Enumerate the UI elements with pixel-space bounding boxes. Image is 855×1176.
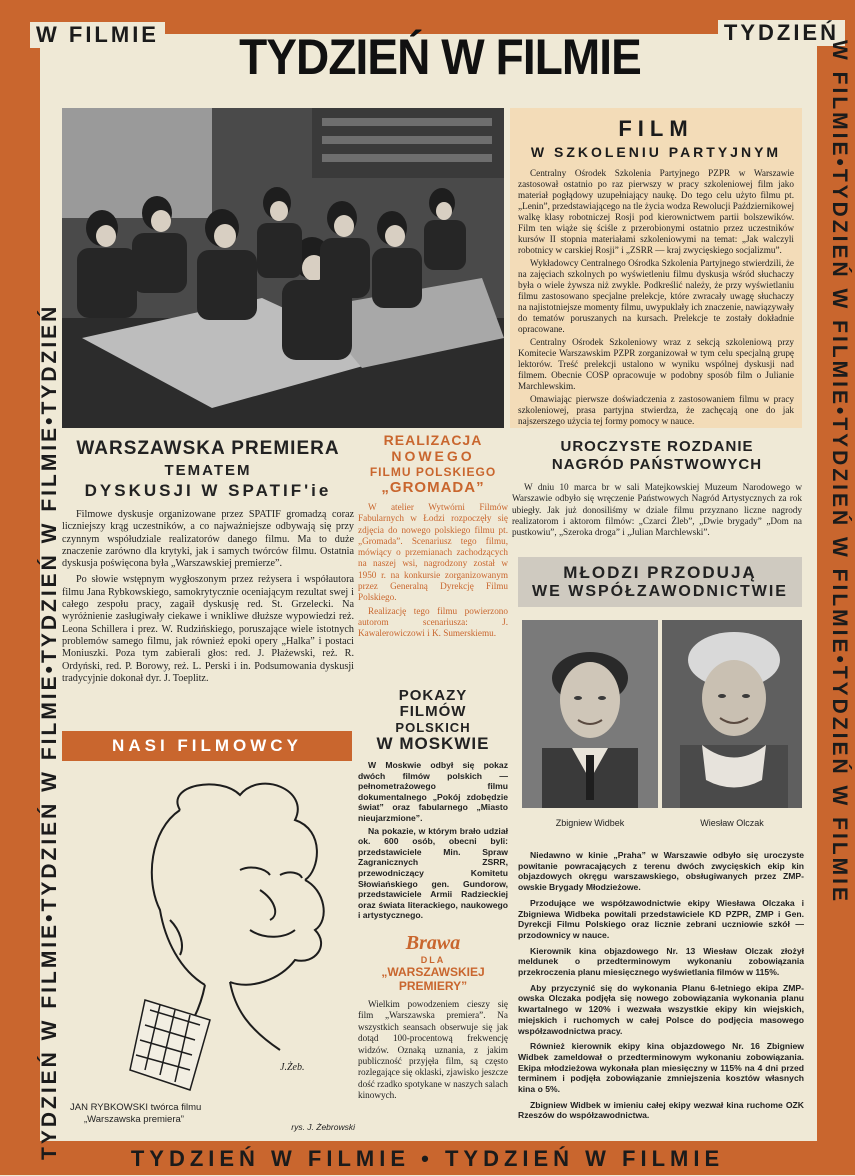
frame-text-left: TYDZIEŃ W FILMIE•TYDZIEŃ W FILMIE•TYDZIEŃ W FILMIE•TYDZIEŃ (38, 303, 61, 1160)
article-subheading: W SZKOLENIU PARTYJNYM (530, 144, 782, 160)
caricature-image (110, 770, 342, 1100)
paragraph: Filmowe dyskusje organizowane przez SPATIF gromadzą coraz liczniejszy krąg uczestników, a co najważniejsze odbywają się przy czynnym współudziale realizatorów danego filmu. Ma to duże znaczenie zarówno dla krytyki, jak i samych twórców filmu. Ostatnia dyskusja poświęcona była „Warszawskiej premierze”. (62, 509, 354, 570)
heading-line: „WARSZAWSKIEJ (381, 965, 485, 979)
portrait-left-image (522, 620, 658, 808)
article-heading (358, 432, 508, 496)
portrait-right-caption: Wiesław Olczak (700, 818, 764, 828)
frame-text-bottom: TYDZIEŃ W FILMIE • TYDZIEŃ W FILMIE (130, 1146, 725, 1171)
paragraph: Realizację tego filmu powierzono autorom scenariusza: J. Kawalerowiczowi i K. Sumerskiemu. (358, 605, 508, 639)
heading-line: PREMIERY” (398, 979, 468, 993)
article-heading: MŁODZI PRZODUJĄ (563, 563, 757, 582)
paragraph: Kierownik kina objazdowego Nr. 13 Wiesław Olczak złożył meldunek o przedterminowym wykonaniu zobowiązania przekroczenia planu miesięcznego wyświetlania filmów w 115%. (518, 945, 804, 978)
article-heading: WARSZAWSKA PREMIERA (76, 438, 340, 459)
nasi-filmowcy-banner: NASI FILMOWCY (62, 731, 352, 761)
caption-line: „Warszawska premiera” (84, 1113, 184, 1125)
article-subheading (358, 965, 508, 993)
paragraph: Wielkim powodzeniem cieszy się film „Warszawska premiera”. Na wszystkich seansach obserwuje się jak dotąd 100-procentową frekwencję widzów. Oznaką uznania, z jakim publiczność przyjęła film, są często rozlegające się oklaski, zjawisko jeszcze dość rzadko spotykane w naszych salach kinowych. (358, 999, 508, 1101)
paragraph: Zbigniew Widbek w imieniu całej ekipy wezwał kina ruchome OZK Rzeszów do współzawodnictwa. (518, 1099, 804, 1121)
classroom-photo (62, 108, 504, 428)
paragraph: W dniu 10 marca br w sali Matejkowskiej Muzeum Narodowego w Warszawie odbyło się wręczenie Państwowych Nagród Artystycznych za rok ubiegły. Jak już donosiliśmy w dziale filmu przyznano liczne nagrody realizatorom i aktorom filmów: „Czarci Żleb”, „Dwie brygady” „Dom na pustkowiu”, „Szeroka droga” i „Julian Marchlewski”. (512, 482, 802, 538)
portrait-left-caption: Zbigniew Widbek (555, 818, 625, 828)
portrait-right-photo (662, 620, 802, 808)
paragraph: Omawiając pierwsze doświadczenia z zastosowaniem filmu w pracy szkoleniowej, prasa partyjna stwierdza, że zachęcają one do jak najszerszego użycia tej formy pomocy w nauce. (518, 394, 794, 426)
article-body (358, 502, 508, 640)
page-title: TYDZIEŃ W FILMIE (239, 29, 641, 85)
article-brawa (358, 932, 508, 1102)
caricature-drawing (110, 770, 342, 1100)
heading-line: W MOSKWIE (376, 734, 490, 753)
heading-line: NOWEGO (391, 448, 475, 464)
illustrator-credit: rys. J. Żebrowski (291, 1122, 355, 1132)
paragraph: Aby przyczynić się do wykonania Planu 6-letniego ekipa ZMP-owska Olczaka podjęła się nowego zobowiązania wykonania planu kwartalnego w 120% i wezwała wszystkie ekipy kin wiejskich, miejskich i ruchomych w całej Polsce do podjęcia masowego współzawodnictwa pracy. (518, 982, 804, 1036)
paragraph: Wykładowcy Centralnego Ośrodka Szkolenia Partyjnego stwierdzili, że na zajęciach szkolnych po wyświetleniu filmu dyskusja wśród słuchaczy była o wiele żywsza niż zwykle. Podkreślić należy, że przy wyświetlaniu filmu zastosowano specjalne prelekcje, które zwracały uwagę słuchaczy na najistotniejsze momenty filmu, uwypuklały ich znaczenie, nawiązywały do tematów poruszanych na kursach. Prelekcje te zostały dokładnie opracowane. (518, 258, 794, 334)
heading-line: „GROMADA” (381, 479, 485, 496)
frame-text-top-left: W FILMIE (30, 22, 165, 48)
article-body (510, 168, 802, 427)
paragraph: W atelier Wytwórni Filmów Fabularnych w Łodzi rozpoczęły się zdjęcia do nowego polskiego filmu pt. „Gromada”. Scenariusz tego filmu, mówiący o przemianach zachodzących na naszej wsi, nagrodzony został w 1950 r. na konkursie zorganizowanym przez Generalną Dyrekcję Filmu Polskiego. (358, 502, 508, 603)
paragraph: W Moskwie odbył się pokaz dwóch filmów polskich — pełnometrażowego filmu dokumentalnego „Pokój zdobędzie świat” oraz fabularnego „Miasto nieujarzmione”. (358, 760, 508, 823)
article-uroczyste-rozdanie (512, 438, 802, 538)
frame-text-right: W FILMIE•TYDZIEŃ W FILMIE•TYDZIEŃ W FILMIE•TYDZIEŃ W FILMIE (828, 40, 851, 904)
article-film-party-training (510, 108, 802, 428)
heading-line: REALIZACJA (383, 432, 483, 448)
heading-line: FILMU POLSKIEGO (369, 465, 497, 479)
article-body (512, 482, 802, 538)
portrait-left-photo (522, 620, 658, 808)
article-body (518, 850, 804, 1126)
article-subheading: NAGRÓD PAŃSTWOWYCH (551, 456, 763, 473)
heading-line: POLSKICH (395, 720, 471, 735)
article-heading: Brawa (405, 932, 461, 954)
paragraph: Po słowie wstępnym wygłoszonym przez reżysera i współautora filmu Jana Rybkowskiego, samokrytycznie oceniającym rezultat swej i całego zespołu pracy, zagaił dyskusję red. St. Grzelecki. Na wyróżnienie zasługiwały ciekawe i wnikliwe dłuższe wypowiedzi reż. Leona Schillera i prez. W. Rudzińskiego, poruszające wiele istotnych problemów samego filmu, jak również epoki opery „Halka” i postaci Moniuszki. Poza tym zabierali głos: red. J. Płażewski, reż. R. Ordyński, red. P. Borowy, reż. L. Perski i in. Podsumowania dyskusji tradycyjnie dokonał dyr. J. Toeplitz. (62, 574, 354, 684)
article-body (62, 509, 354, 685)
article-heading: FILM (618, 116, 694, 141)
heading-line: FILMÓW (399, 703, 467, 720)
article-pokazy-moskwa (358, 688, 508, 923)
article-subheading: TEMATEM (164, 462, 252, 479)
heading-line: POKAZY (398, 687, 468, 704)
paragraph: Przodujące we współzawodnictwie ekipy Wiesława Olczaka i Zbigniewa Widbeka powitali przedstawiciele KD PZPR, ZMP i Gen. Dyrekcji Filmu Polskiego oraz licznie zebrani uczniowie szkół — przodownicy w nauce. (518, 897, 804, 940)
svg-text:J.Żeb.: J.Żeb. (280, 1062, 305, 1073)
frame-band-right (817, 0, 855, 1175)
article-body (358, 760, 508, 921)
article-realizacja-gromada (358, 432, 508, 682)
paragraph: Centralny Ośrodek Szkolenia Partyjnego PZPR w Warszawie zastosował ostatnio po raz pierwszy w pracy szkoleniowej film jako materiał pogłądowy uzupełniający naukę. Do tego celu użyto filmu pt. „Lenin”, przedstawiającego na tle życia wodza Rewolucji Październikowej walkę klasy robotniczej Rosji pod kierownictwem partii bolszewików. Film ten wiąże się ściśle z przerobionymi ostatnio przez uczestników kursów II stopnia materiałami szkoleniowymi na temat: „Jak walczyli robotnicy w carskiej Rosji” i „ZSRR — kraj zwycięskiego socjalizmu”. (518, 168, 795, 255)
mlodzi-przoduja-heading (518, 557, 802, 607)
article-body (358, 999, 508, 1102)
article-heading: UROCZYSTE ROZDANIE (560, 438, 754, 455)
caption-line: JAN RYBKOWSKI twórca filmu (70, 1102, 202, 1113)
portrait-right-image (662, 620, 802, 808)
classroom-photo-image (62, 108, 504, 428)
article-subheading: DYSKUSJI W SPATIF'ie (84, 481, 332, 500)
paragraph: Centralny Ośrodek Szkoleniowy wraz z sekcją szkoleniową przy Komitecie Warszawskim PZPR zorganizował w tym celu specjalną grupę lektorów. Treść prelekcji ustalono w wyniku wspólnej dyskusji nad filmem. Obecnie COSP opracowuje w podobny sposób film o Julianie Marchlewskim. (518, 337, 794, 391)
paragraph: Również kierownik ekipy kina objazdowego Nr. 16 Zbigniew Widbek zameldował o przedterminowym wykonaniu zobowiązania. Ekipa młodzieżowa wykonała plan miesięczny w 115% na 4 dni przed terminem i podjęła zobowiązanie zmniejszenia kosztów własnych kina o 5%. (518, 1041, 804, 1095)
paragraph: Na pokazie, w którym brało udział ok. 600 osób, obecni byli: przedstawiciele Min. Spraw Zagranicznych ZSRR, przewodniczący Komitetu Słowiańskiego gen. Gundorow, przedstawiciele Armii Radzieckiej oraz świata literackiego, naukowego i artystycznego. (358, 825, 508, 921)
paragraph: Niedawno w kinie „Praha” w Warszawie odbyło się uroczyste powitanie powracających z terenu dwóch zwycięskich ekip kin objazdowych okręgu warszawskiego, obsługiwanych przez ZMP-owskie Brygady Młodzieżowe. (518, 850, 804, 893)
frame-band-left (2, 0, 61, 1175)
article-subheading: WE WSPÓŁZAWODNICTWIE (532, 583, 788, 600)
article-warszawska-premiera (62, 438, 354, 689)
caricature-caption (70, 1102, 355, 1132)
article-heading (358, 688, 508, 752)
article-subheading: DLA (420, 955, 446, 965)
frame-text-top-right: TYDZIEŃ (718, 20, 845, 46)
